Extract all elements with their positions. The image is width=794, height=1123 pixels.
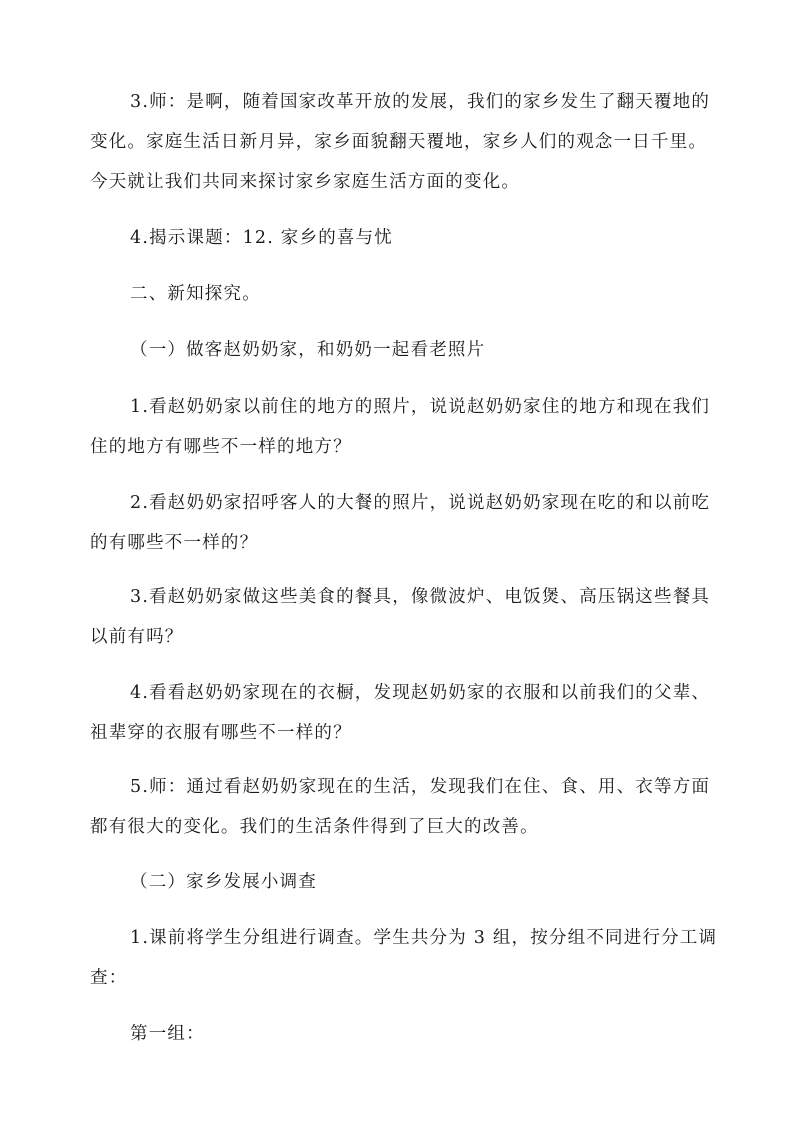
text-line: 今天就让我们共同来探讨家乡家庭生活方面的变化。	[90, 172, 521, 192]
text-line: 二、新知探究。	[130, 284, 261, 304]
subsection-heading-survey	[90, 862, 720, 902]
paragraph-teacher-3	[90, 82, 720, 202]
text-line: 1.看赵奶奶家以前住的地方的照片，说说赵奶奶家住的地方和现在我们	[130, 397, 711, 417]
text-line: 2.看赵奶奶家招呼客人的大餐的照片，说说赵奶奶家现在吃的和以前吃	[130, 493, 711, 513]
paragraph-topic-reveal	[90, 218, 720, 258]
paragraph-survey-item-1	[90, 918, 720, 998]
text-line: 变化。家庭生活日新月异，家乡面貌翻天覆地，家乡人们的观念一日千里。	[90, 132, 708, 152]
text-line: （二）家乡发展小调查	[130, 872, 317, 892]
text-line: （一）做客赵奶奶家，和奶奶一起看老照片	[130, 340, 486, 360]
text-line: 3.师：是啊，随着国家改革开放的发展，我们的家乡发生了翻天覆地的	[130, 92, 711, 112]
subsection-heading-visit	[90, 330, 720, 370]
text-line: 第一组：	[130, 1024, 205, 1044]
text-line: 1.课前将学生分组进行调查。学生共分为 3 组，按分组不同进行分工调	[130, 928, 718, 948]
paragraph-group-1	[90, 1014, 720, 1054]
paragraph-item-4	[90, 673, 720, 753]
text-line: 5.师：通过看赵奶奶家现在的生活，发现我们在住、食、用、衣等方面	[130, 777, 711, 797]
paragraph-item-5	[90, 767, 720, 847]
text-line: 都有很大的变化。我们的生活条件得到了巨大的改善。	[90, 817, 539, 837]
paragraph-item-3	[90, 577, 720, 657]
text-line: 4.看看赵奶奶家现在的衣橱，发现赵奶奶家的衣服和以前我们的父辈、	[130, 683, 711, 703]
text-line: 以前有吗？	[90, 627, 184, 647]
text-line: 的有哪些不一样的？	[90, 533, 259, 553]
text-line: 3.看赵奶奶家做这些美食的餐具，像微波炉、电饭煲、高压锅这些餐具	[130, 587, 711, 607]
paragraph-item-1	[90, 387, 720, 467]
text-line: 祖辈穿的衣服有哪些不一样的？	[90, 723, 352, 743]
text-line: 查：	[90, 968, 128, 988]
section-heading-new-knowledge	[90, 274, 720, 314]
paragraph-item-2	[90, 483, 720, 563]
text-line: 住的地方有哪些不一样的地方？	[90, 437, 352, 457]
text-line: 4.揭示课题：12. 家乡的喜与忧	[130, 228, 393, 248]
